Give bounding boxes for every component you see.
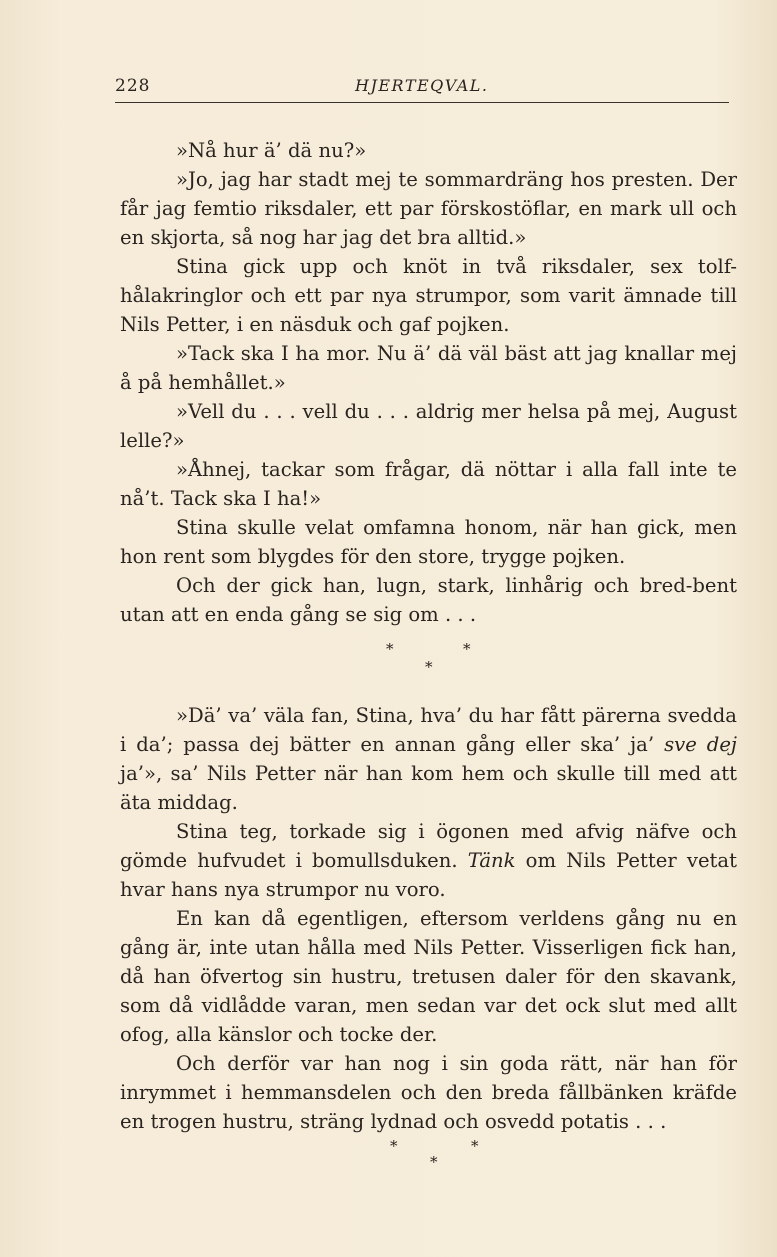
paragraph: Stina skulle velat omfamna honom, när han gick, men hon rent som blygdes för den store, trygge pojken. — [120, 516, 737, 568]
paragraph — [120, 817, 737, 904]
section-separator — [120, 634, 737, 692]
page-header — [115, 68, 739, 102]
paragraph: »Vell du . . . vell du . . . aldrig mer helsa på mej, August lelle?» — [120, 400, 737, 452]
paragraph: Och derför var han nog i sin goda rätt, när han för inrymmet i hemmansdelen och den breda fållbänken kräfde en trogen hustru, sträng lydnad och osvedd potatis . . . — [120, 1052, 737, 1133]
paragraph: Stina gick upp och knöt in två riksdaler, sex tolf-hålakringlor och ett par nya strumpor, som varit ämnade till Nils Petter, i en näsduk och gaf pojken. — [120, 255, 737, 336]
asterisk: * — [425, 658, 433, 676]
asterisk: * — [430, 1153, 438, 1171]
paragraph: »Åhnej, tackar som frågar, dä nöttar i alla fall inte te nå’t. Tack ska I ha!» — [120, 458, 737, 510]
paragraph-text: om Nils Petter vetat hvar hans nya strumpor nu voro. — [120, 849, 737, 901]
asterisk: * — [386, 640, 394, 658]
italic-phrase: sve dej — [664, 733, 737, 756]
page-number: 228 — [115, 76, 151, 96]
paragraph-text: »Dä’ va’ väla fan, Stina, hva’ du har fått pärerna svedda i da’; passa dej bätter en annan gång eller ska’ ja’ — [120, 704, 737, 756]
paragraph-text: ja’», sa’ Nils Petter när han kom hem och skulle till med att äta middag. — [120, 762, 737, 814]
asterisk: * — [463, 640, 471, 658]
paragraph: »Nå hur ä’ dä nu?» — [176, 139, 367, 162]
paragraph-text: Stina teg, torkade sig i ögonen med afvig näfve och gömde hufvudet i bomullsduken. — [120, 820, 737, 872]
paragraph: Och der gick han, lugn, stark, linhårig och bred-bent utan att en enda gång se sig om . . . — [120, 574, 737, 626]
paragraph — [120, 701, 737, 817]
running-title: HJERTEQVAL. — [355, 76, 489, 95]
paragraph: En kan då egentligen, eftersom verldens gång nu en gång är, inte utan hålla med Nils Petter. Visserligen fick han, då han öfvertog sin hustru, tretusen daler för den skavank, som då vidlådde varan, men sedan var det ock slut med allt ofog, alla känslor och tocke der. — [120, 907, 737, 1046]
paragraph: »Tack ska I ha mor. Nu ä’ dä väl bäst att jag knallar mej å på hemhållet.» — [120, 342, 737, 394]
header-rule — [115, 102, 729, 103]
asterisk: * — [471, 1137, 479, 1155]
asterisk: * — [390, 1137, 398, 1155]
end-separator — [120, 1133, 737, 1173]
body-text — [120, 136, 737, 1136]
paragraph: »Jo, jag har stadt mej te sommardräng hos presten. Der får jag femtio riksdaler, ett par förskostöflar, en mark ull och en skjorta, så nog har jag det bra alltid.» — [120, 168, 737, 249]
italic-word: Tänk — [467, 849, 516, 872]
